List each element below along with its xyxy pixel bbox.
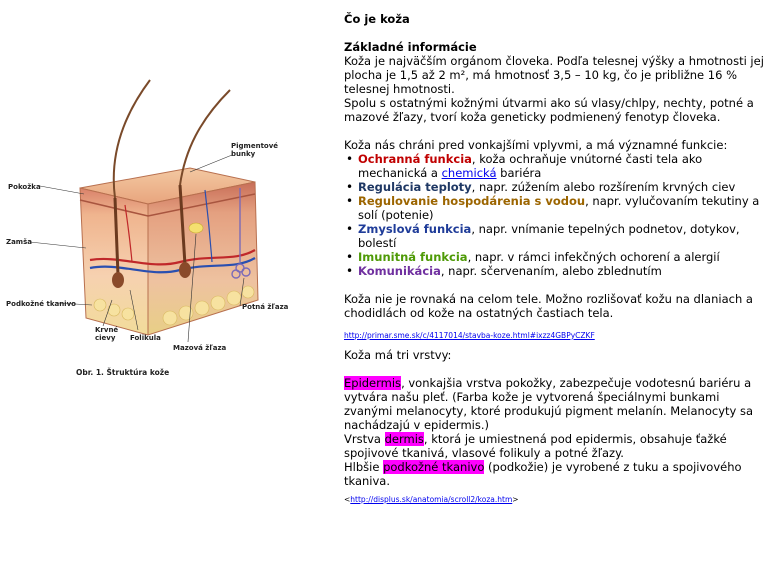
uneven-skin-paragraph: Koža nie je rovnaká na celom tele. Možno rozlišovať kožu na dlaniach a chodidlách od kože na ostatných častiach tela. [344, 292, 753, 320]
function-keyword: Ochranná funkcia [358, 152, 472, 166]
function-keyword: Regulovanie hospodárenia s vodou [358, 194, 586, 208]
list-item: • Imunitná funkcia, napr. v rámci infekčných ochorení a alergií [358, 250, 764, 264]
intro-paragraph-2: Spolu s ostatnými kožnými útvarmi ako sú vlasy/chlpy, nechty, potné a mazové žľazy, tvorí koža geneticky podmienený fenotyp človeka. [344, 96, 754, 124]
function-keyword: Regulácia teploty [358, 180, 472, 194]
article-text [344, 12, 764, 504]
label-blood-vessels: Krvné cievy [95, 326, 119, 342]
dermis-paragraph: Vrstva dermis, ktorá je umiestnená pod epidermis, obsahuje ťažké spojivové tkanivá, vlasové folikuly a potné žľazy. [344, 432, 727, 460]
list-item: • Regulácia teploty, napr. zúžením alebo rozšírením krvných ciev [358, 180, 764, 194]
intro-paragraph-1: Koža je najväčším orgánom človeka. Podľa telesnej výšky a hmotnosti jej plocha je 1,5 až 2 m², má hmotnosť 3,5 – 10 kg, čo je približne 16 % telesnej hmotnosti. [344, 54, 764, 96]
page-title: Čo je koža [344, 12, 410, 26]
label-subcutaneous: Podkožné tkanivo [6, 300, 76, 308]
source-link-displus-line: <http://displus.sk/anatomia/scroll2/koza.htm> [344, 495, 519, 504]
protection-intro: Koža nás chráni pred vonkajšími vplyvmi, a má významné funkcie: [344, 138, 728, 152]
layers-intro: Koža má tri vrstvy: [344, 348, 452, 362]
functions-list [344, 152, 764, 278]
subcutaneous-highlight: podkožné tkanivo [383, 460, 485, 474]
section-subtitle: Základné informácie [344, 40, 477, 54]
chemical-link[interactable]: chemická [441, 166, 497, 180]
skin-structure-figure [0, 0, 330, 400]
list-item: • Komunikácia, napr. sčervenaním, alebo zblednutím [358, 264, 764, 278]
epidermis-paragraph: Epidermis, vonkajšia vrstva pokožky, zabezpečuje vodotesnú bariéru a vytvára našu pleť. (Farba kože je vytvorená špeciálnymi bunkami zvanými melanocyty, ktoré produkujú pigment melanín. Melanocyty sa nachádzajú v epidermis.) [344, 376, 754, 432]
list-item: • Regulovanie hospodárenia s vodou, napr. vylučovaním tekutiny a solí (potenie) [358, 194, 764, 222]
source-link-displus[interactable]: http://displus.sk/anatomia/scroll2/koza.htm [350, 495, 513, 504]
function-keyword: Komunikácia [358, 264, 441, 278]
function-keyword: Imunitná funkcia [358, 250, 468, 264]
subcutaneous-paragraph: Hlbšie podkožné tkanivo (podkožie) je vyrobené z tuku a spojivového tkaniva. [344, 460, 742, 488]
list-item: • Zmyslová funkcia, napr. vnímanie tepelných podnetov, dotykov, bolestí [358, 222, 764, 250]
list-item: • Ochranná funkcia, koža ochraňuje vnútorné časti tela ako mechanická a chemická bariéra [358, 152, 764, 180]
function-keyword: Zmyslová funkcia [358, 222, 472, 236]
label-follicle: Folikula [130, 334, 161, 342]
source-link-primar[interactable]: http://primar.sme.sk/c/4117014/stavba-koze.html#ixzz4GBPyCZKF [344, 331, 595, 340]
epidermis-highlight: Epidermis [344, 376, 402, 390]
label-pigment-cells: Pigmentové bunky [231, 142, 279, 158]
skin-diagram [0, 0, 330, 400]
label-dermis: Zamša [6, 238, 32, 246]
label-sebaceous-gland: Mazová žľaza [173, 344, 227, 352]
dermis-highlight: dermis [384, 432, 424, 446]
figure-caption: Obr. 1. Štruktúra kože [76, 368, 170, 377]
label-epidermis: Pokožka [8, 183, 41, 191]
label-sweat-gland: Potná žľaza [242, 303, 289, 311]
